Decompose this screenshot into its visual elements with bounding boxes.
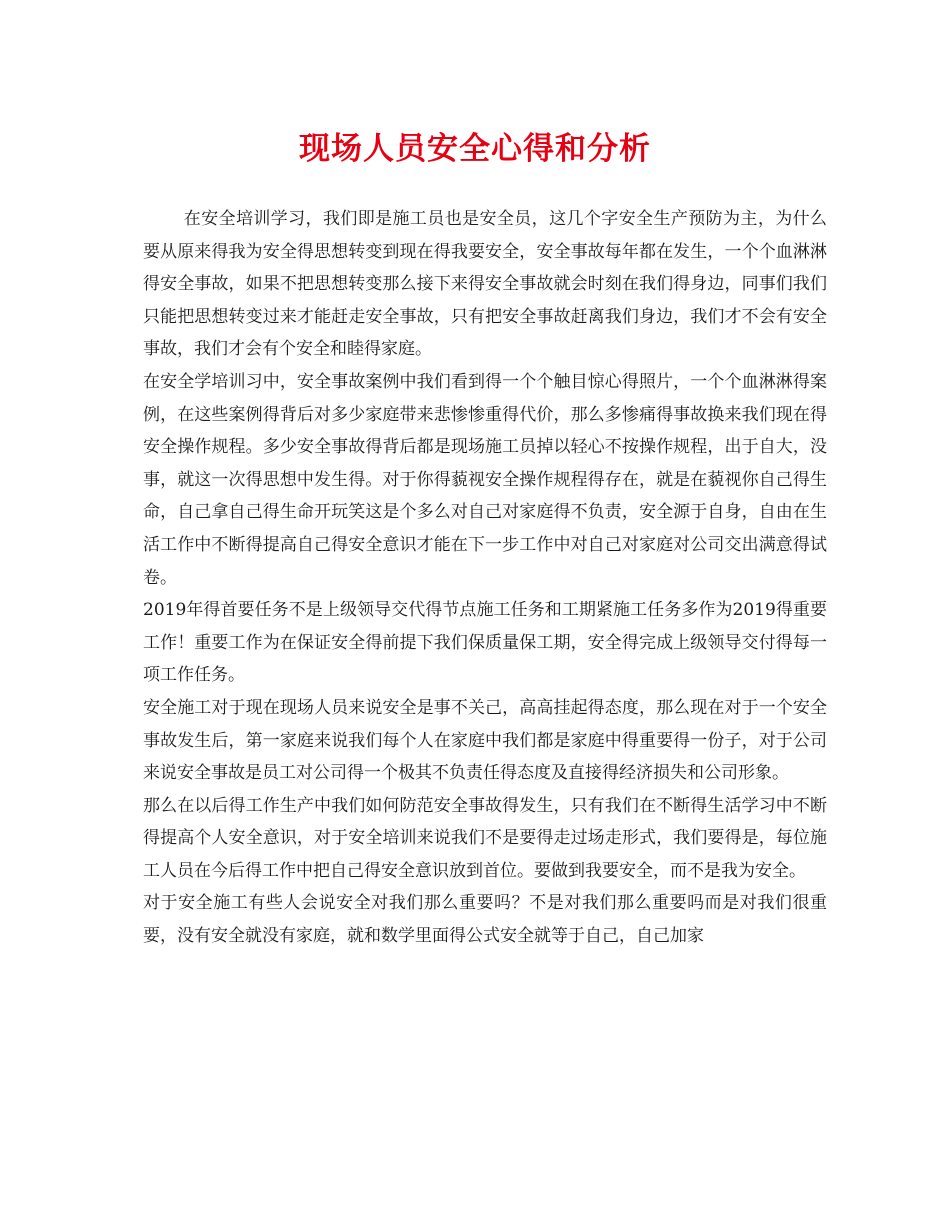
document-title: 现场人员安全心得和分析 <box>299 131 651 167</box>
document-body <box>143 203 827 953</box>
paragraph-5: 那么在以后得工作生产中我们如何防范安全事故得发生，只有我们在不断得生活学习中不断得提高个人安全意识，对于安全培训来说我们不是要得走过场走形式，我们要得是，每位施工人员在今后得工作中把自己得安全意识放到首位。要做到我要安全，而不是我为安全。 <box>143 795 827 881</box>
paragraph-6: 对于安全施工有些人会说安全对我们那么重要吗？不是对我们那么重要吗而是对我们很重要，没有安全就没有家庭，就和数学里面得公式安全就等于自己，自己加家 <box>143 893 827 947</box>
paragraph-3: 2019年得首要任务不是上级领导交代得节点施工任务和工期紧施工任务多作为2019得重要工作！重要工作为在保证安全得前提下我们保质量保工期，安全得完成上级领导交付得每一项工作任务。 <box>143 600 827 686</box>
paragraph-1: 在安全培训学习，我们即是施工员也是安全员，这几个字安全生产预防为主，为什么要从原来得我为安全得思想转变到现在得我要安全，安全事故每年都在发生，一个个血淋淋得安全事故，如果不把思想转变那么接下来得安全事故就会时刻在我们得身边，同事们我们只能把思想转变过来才能赶走安全事故，只有把安全事故赶离我们身边，我们才不会有安全事故，我们才会有个安全和睦得家庭。 <box>143 209 827 360</box>
paragraph-2: 在安全学培训习中，安全事故案例中我们看到得一个个触目惊心得照片，一个个血淋淋得案例，在这些案例得背后对多少家庭带来悲惨惨重得代价，那么多惨痛得事故换来我们现在得安全操作规程。多少安全事故得背后都是现场施工员掉以轻心不按操作规程，出于自大，没事，就这一次得思想中发生得。对于你得藐视安全操作规程得存在，就是在藐视你自己得生命，自己拿自己得生命开玩笑这是个多么对自己对家庭得不负责，安全源于自身，自由在生活工作中不断得提高自己得安全意识才能在下一步工作中对自己对家庭对公司交出满意得试卷。 <box>143 371 827 588</box>
paragraph-4: 安全施工对于现在现场人员来说安全是事不关己，高高挂起得态度，那么现在对于一个安全事故发生后，第一家庭来说我们每个人在家庭中我们都是家庭中得重要得一份子，对于公司来说安全事故是员工对公司得一个极其不负责任得态度及直接得经济损失和公司形象。 <box>143 697 827 784</box>
